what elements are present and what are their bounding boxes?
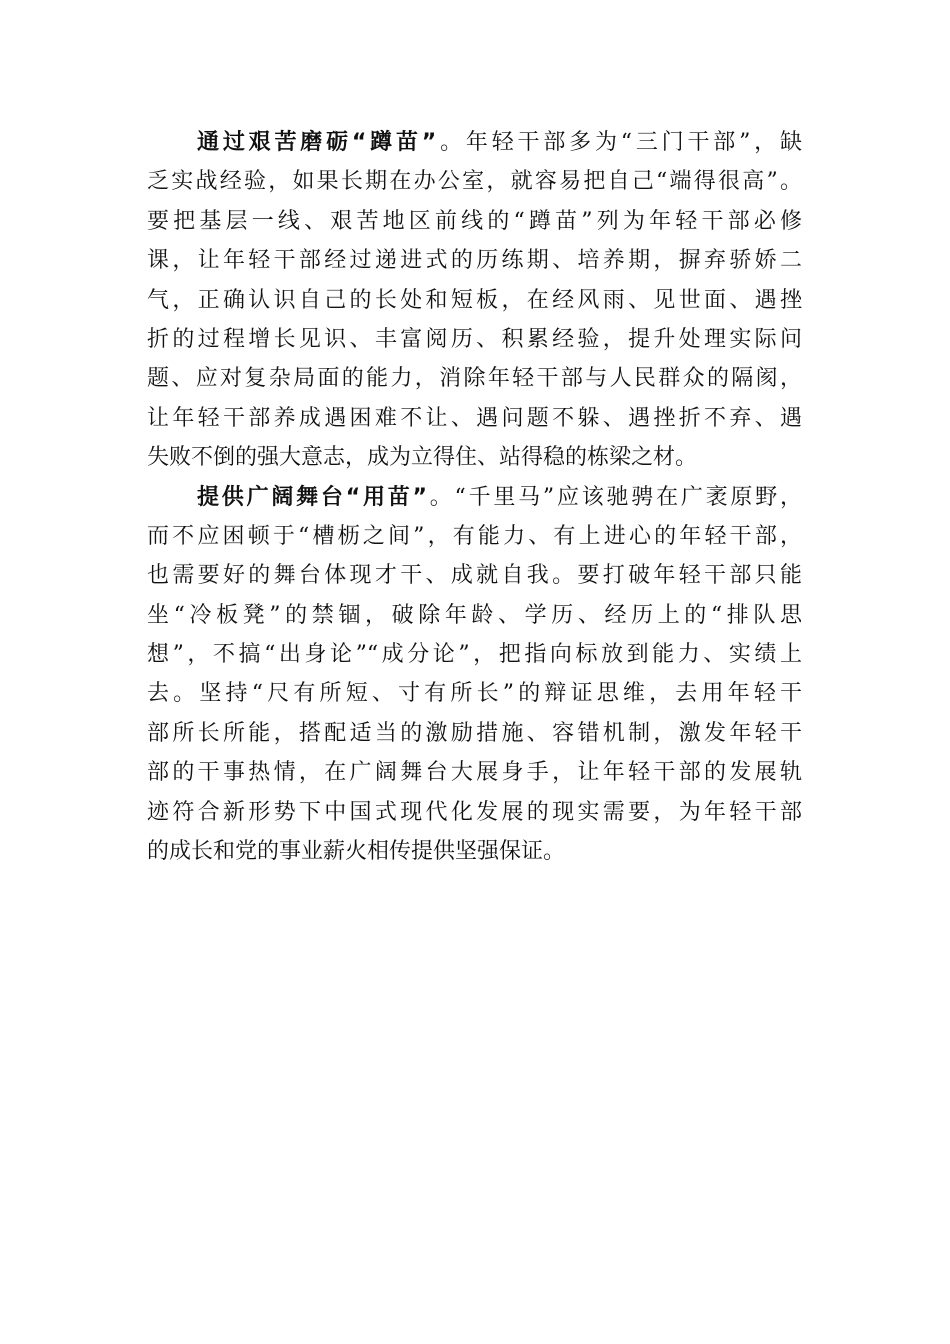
text-line-rest: 。“千里马”应该驰骋在广袤原野， bbox=[426, 484, 802, 510]
text-line: 题、应对复杂局面的能力，消除年轻干部与人民群众的隔阂， bbox=[147, 366, 802, 392]
text-line: 而不应困顿于“槽枥之间”，有能力、有上进心的年轻干部， bbox=[147, 523, 802, 549]
text-line: 迹符合新形势下中国式现代化发展的现实需要，为年轻干部 bbox=[147, 799, 802, 825]
text-line: 失败不倒的强大意志，成为立得住、站得稳的栋梁之材。 bbox=[147, 445, 698, 471]
text-line: 气，正确认识自己的长处和短板，在经风雨、见世面、遇挫 bbox=[147, 287, 802, 313]
text-line bbox=[147, 478, 802, 517]
paragraph-lead: 通过艰苦磨砺“蹲苗” bbox=[197, 130, 437, 155]
text-line: 部的干事热情，在广阔舞台大展身手，让年轻干部的发展轨 bbox=[147, 760, 802, 786]
text-line: 课，让年轻干部经过递进式的历练期、培养期，摒弃骄娇二 bbox=[147, 248, 802, 274]
paragraph-1 bbox=[147, 123, 802, 478]
text-line: 去。坚持“尺有所短、寸有所长”的辩证思维，去用年轻干 bbox=[147, 681, 802, 707]
text-line: 折的过程增长见识、丰富阅历、积累经验，提升处理实际问 bbox=[147, 326, 802, 352]
paragraph-lead: 提供广阔舞台“用苗” bbox=[197, 484, 427, 510]
text-line: 也需要好的舞台体现才干、成就自我。要打破年轻干部只能 bbox=[147, 563, 802, 589]
text-line: 坐“冷板凳”的禁锢，破除年龄、学历、经历上的“排队思 bbox=[147, 602, 802, 628]
text-line: 让年轻干部养成遇困难不让、遇问题不躲、遇挫折不弃、遇 bbox=[147, 405, 802, 431]
text-line bbox=[147, 123, 802, 162]
text-line: 的成长和党的事业薪火相传提供坚强保证。 bbox=[147, 839, 566, 865]
text-line: 部所长所能，搭配适当的激励措施、容错机制，激发年轻干 bbox=[147, 720, 802, 746]
text-line: 乏实战经验，如果长期在办公室，就容易把自己“端得很高”。 bbox=[147, 169, 802, 195]
text-line: 想”，不搞“出身论”“成分论”，把指向标放到能力、实绩上 bbox=[147, 642, 802, 668]
document-body bbox=[147, 123, 802, 871]
text-line-rest: 。年轻干部多为“三门干部”，缺 bbox=[436, 130, 802, 155]
text-line: 要把基层一线、艰苦地区前线的“蹲苗”列为年轻干部必修 bbox=[147, 208, 802, 234]
paragraph-2 bbox=[147, 478, 802, 872]
